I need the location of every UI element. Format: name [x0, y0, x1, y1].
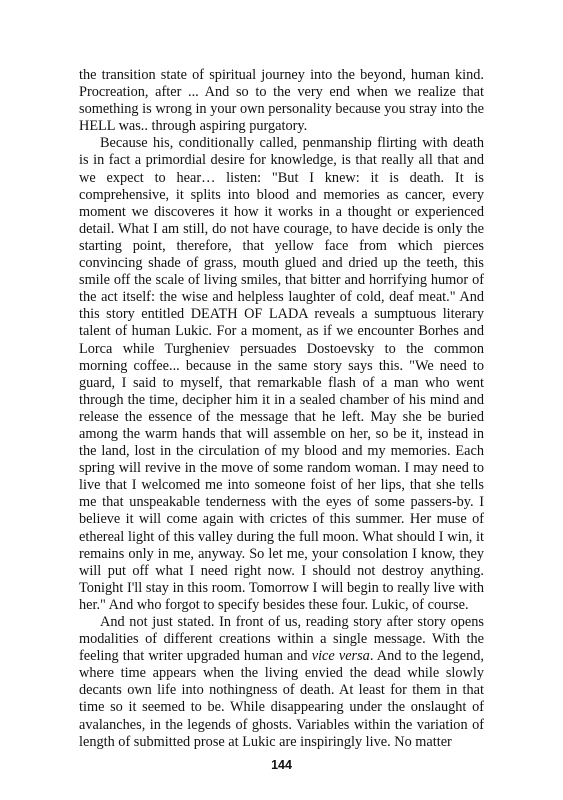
paragraph-death-of-lada: Because his, conditionally called, penmanship flirting with death is in fact a primordial desire for knowledge, is that really all that and we expect to hear… listen: "But I knew: it is death. It is comprehensive, it splits into blood and memories as cancer, every moment we discoveres it how it works in a thought or experienced detail. What I am still, do not have courage, to have decide is only the starting point, therefore, that yellow face from which pierces convincing shade of grass, mouth glued and dried up the teeth, this smile off the scale of living smiles, that bitter and horrifying humor of the act itself: the wise and helpless laughter of cold, deaf meat." And this story entitled DEATH OF LADA reveals a sumptuous literary talent of human Lukic. For a moment, as if we encounter Borhes and Lorca while Turgheniev persuades Dostoevsky to the common morning coffee... because in the same story says this. "We need to guard, I said to myself, that remarkable flash of a man who went through the time, decipher him it in a sealed chamber of his mind and release the essence of the message that he left. May she be buried among the warm hands that will assemble on her, so be it, instead in the land, lost in the circulation of my blood and my memories. Each spring will revive in the move of some random woman. I may need to live that I welcomed me into someone foist of her lips, that she tells me that unspeakable tenderness with the eyes of some passers-by. I believe it will come again with crictes of this summer. Her muse of ethereal light of this valley during the full moon. What should I win, it remains only in me, anyway. So let me, your consolation I know, they will put off what I need right now. I should not destroy anything. Tonight I'll stay in this room. Tomorrow I will begin to really live with her." And who forgot to specify besides these four. Lukic, of course.: [79, 135, 484, 613]
page-number: 144: [271, 758, 292, 772]
paragraph-continuation: the transition state of spiritual journey into the beyond, human kind. Procreation, after ... And so to the very end when we realize that something is wrong in your own personality because you stray into the HELL was.. through aspiring purgatory.: [79, 67, 484, 135]
paragraph-text-after-italic: . And to the legend, where time appears when the living envied the dead while slowly decants own life into nothingness of death. At least for them in that time so it seemed to be. While disappearing under the onslaught of avalanches, in the legends of ghosts. Variables within the variation of length of submitted prose at Lukic are inspiringly live. No matter: [79, 648, 484, 750]
paragraph-modalities: [79, 614, 484, 751]
paragraph-text-before-italic: And not just stated. In front of us, reading story after story opens modalities of different creations within a single message. With the feeling that writer upgraded human and: [79, 614, 484, 665]
body-text: [79, 67, 484, 751]
italic-phrase: vice versa: [311, 648, 370, 665]
